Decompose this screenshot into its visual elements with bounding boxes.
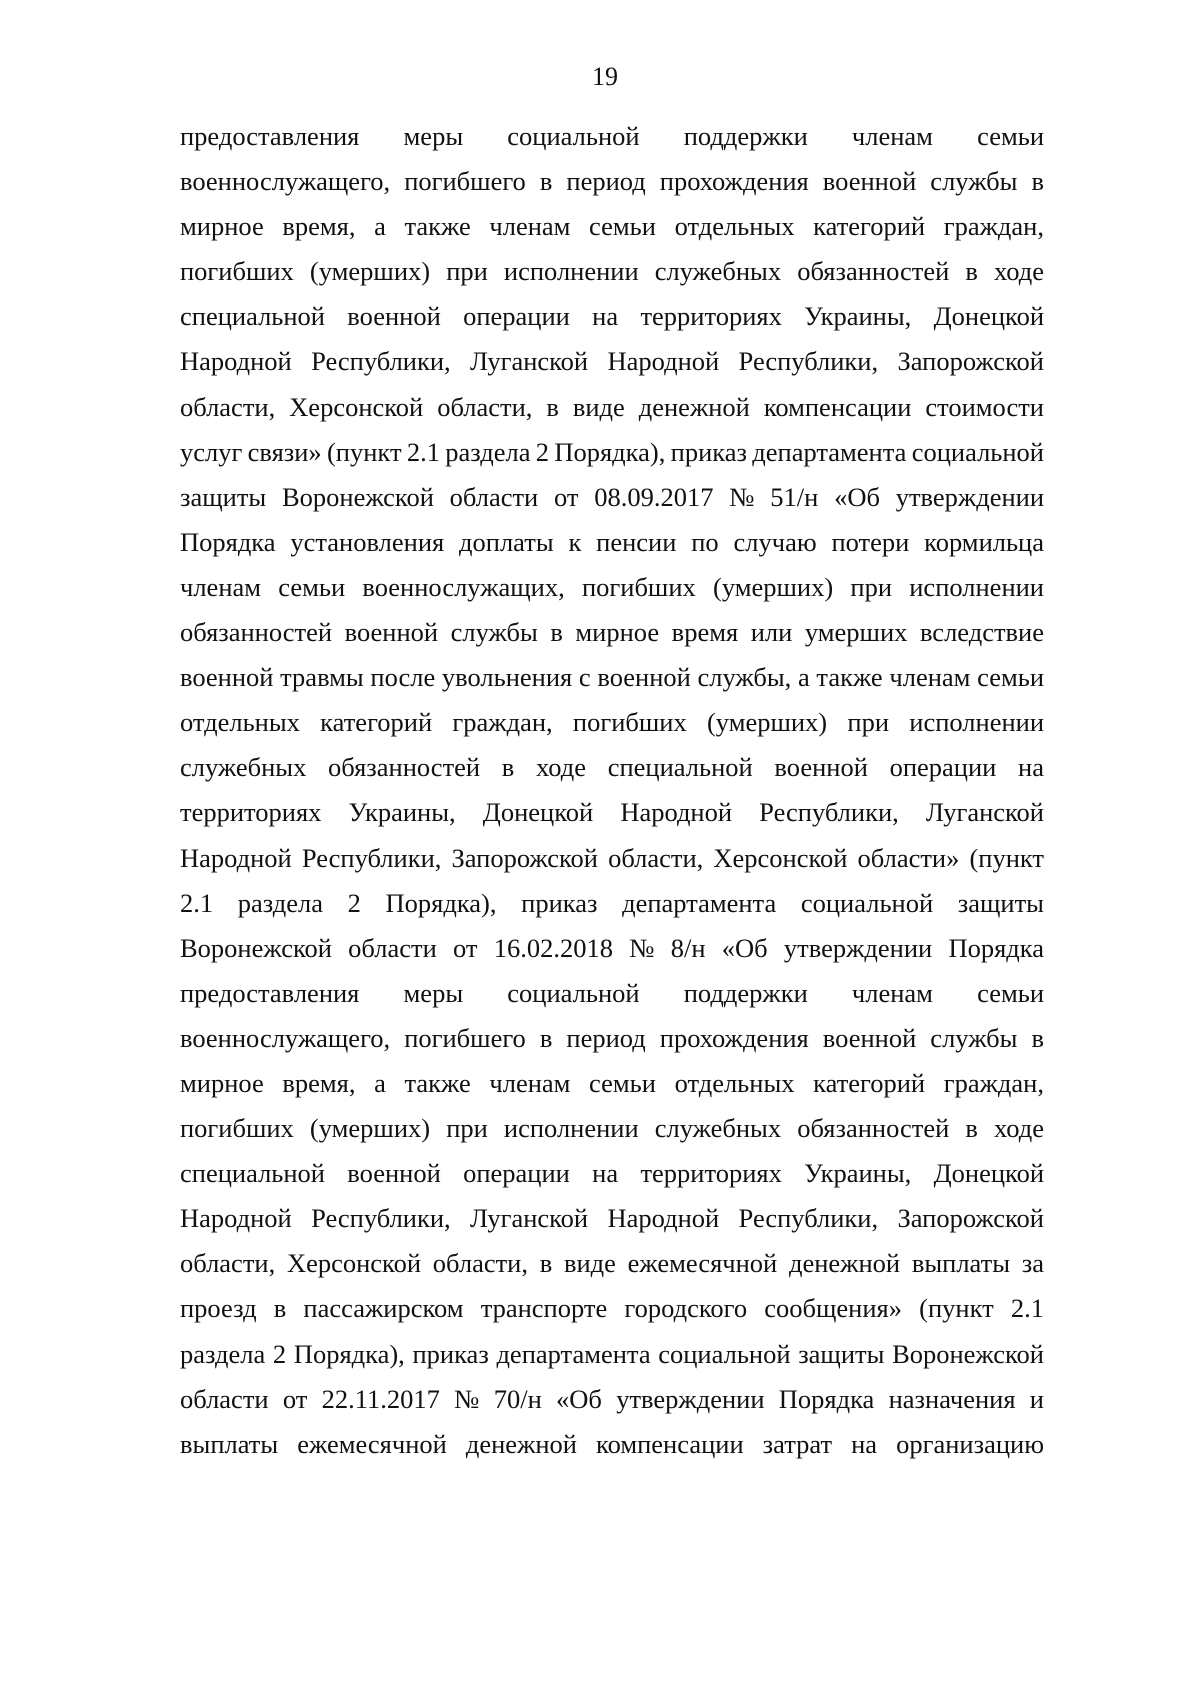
text-line: территориях Украины, Донецкой Народной Республики, Луганской	[180, 797, 1044, 828]
text-line: Народной Республики, Луганской Народной Республики, Запорожской	[180, 346, 1044, 377]
text-line: предоставления меры социальной поддержки членам семьи	[180, 121, 1044, 151]
text-line: членам семьи военнослужащих, погибших (умерших) при исполнении	[180, 571, 1044, 602]
text-line: предоставления меры социальной поддержки членам семьи	[180, 977, 1044, 1008]
text-line: защиты Воронежской области от 08.09.2017 № 51/н «Об утверждении	[180, 481, 1044, 512]
text-line: выплаты ежемесячной денежной компенсации затрат на организацию	[180, 1428, 1044, 1459]
text-line: специальной военной операции на территориях Украины, Донецкой	[180, 301, 1044, 332]
text-line: Воронежской области от 16.02.2018 № 8/н «Об утверждении Порядка	[180, 932, 1044, 963]
text-line: раздела 2 Порядка), приказ департамента социальной защиты Воронежской	[180, 1338, 1044, 1369]
text-line: области от 22.11.2017 № 70/н «Об утверждении Порядка назначения и	[180, 1383, 1044, 1414]
text-line: военной травмы после увольнения с военной службы, а также членам семьи	[180, 662, 1044, 693]
page-number: 19	[592, 62, 618, 91]
text-line: погибших (умерших) при исполнении служебных обязанностей в ходе	[180, 1113, 1044, 1144]
text-line: погибших (умерших) при исполнении служебных обязанностей в ходе	[180, 256, 1044, 287]
text-line: отдельных категорий граждан, погибших (умерших) при исполнении	[180, 707, 1044, 738]
text-line: Порядка установления доплаты к пенсии по случаю потери кормильца	[180, 526, 1044, 557]
text-line: услуг связи» (пункт 2.1 раздела 2 Порядка), приказ департамента социальной	[180, 436, 1044, 467]
text-line: 2.1 раздела 2 Порядка), приказ департамента социальной защиты	[180, 887, 1044, 918]
text-line: военнослужащего, погибшего в период прохождения военной службы в	[180, 1022, 1044, 1053]
text-line: специальной военной операции на территориях Украины, Донецкой	[180, 1158, 1044, 1189]
text-line: служебных обязанностей в ходе специальной военной операции на	[180, 752, 1044, 783]
text-line: области, Херсонской области, в виде ежемесячной денежной выплаты за	[180, 1248, 1044, 1279]
text-line: Народной Республики, Луганской Народной Республики, Запорожской	[180, 1203, 1044, 1234]
text-line: проезд в пассажирском транспорте городского сообщения» (пункт 2.1	[180, 1293, 1044, 1324]
text-line: мирное время, а также членам семьи отдельных категорий граждан,	[180, 1067, 1044, 1098]
text-line: области, Херсонской области, в виде денежной компенсации стоимости	[180, 391, 1044, 422]
text-line: мирное время, а также членам семьи отдельных категорий граждан,	[180, 211, 1044, 242]
text-line: обязанностей военной службы в мирное время или умерших вследствие	[180, 617, 1044, 648]
body-text	[180, 114, 1044, 1467]
text-line: Народной Республики, Запорожской области, Херсонской области» (пункт	[180, 842, 1044, 873]
text-line: военнослужащего, погибшего в период прохождения военной службы в	[180, 166, 1044, 197]
